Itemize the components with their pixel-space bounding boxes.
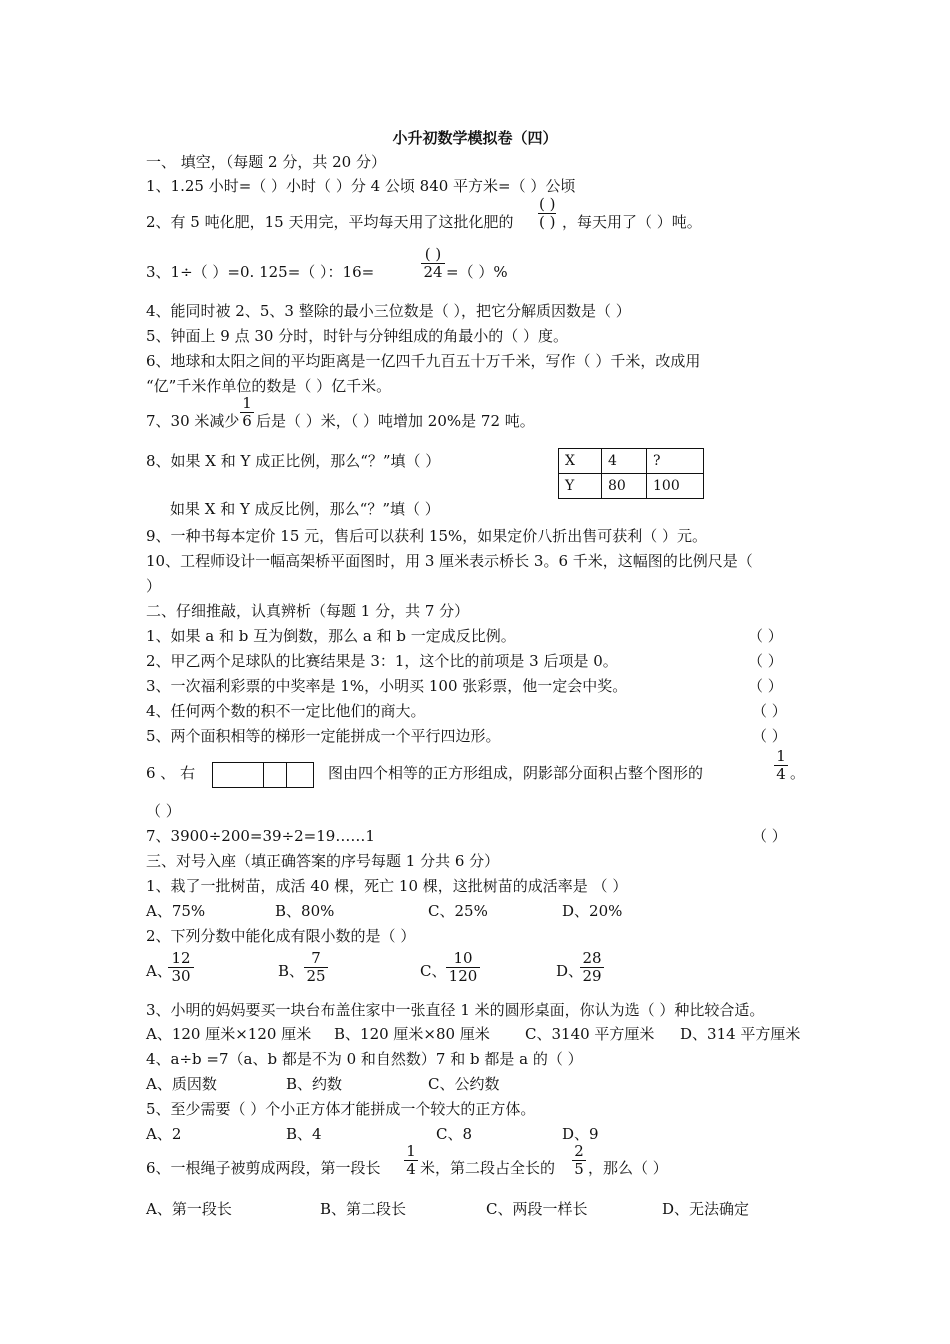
- q7-fraction-den: 6: [242, 412, 252, 430]
- xy-table: [558, 448, 704, 499]
- question-1-8b: 如果 X 和 Y 成反比例，那么“？”填（ ）: [170, 500, 440, 518]
- question-3-2: 2、下列分数中能化成有限小数的是（ ）: [146, 927, 416, 945]
- four-squares-figure: [212, 762, 314, 788]
- question-2-7: 7、3900÷200=39÷2=19……1: [146, 827, 375, 845]
- fraction-num: 10: [446, 950, 480, 968]
- q3-5-option: D、9: [562, 1125, 599, 1143]
- q3-2-option-label: A、: [146, 962, 172, 980]
- q2-6-text-b: 图由四个相等的正方形组成，阴影部分面积占整个图形的: [328, 764, 704, 782]
- table-cell: X: [559, 449, 602, 474]
- q7-fraction: [240, 395, 254, 430]
- fraction-num: 28: [580, 950, 604, 968]
- question-2-5: 5、两个面积相等的梯形一定能拼成一个平行四边形。: [146, 727, 501, 745]
- page-title: 小升初数学模拟卷（四）: [392, 129, 558, 147]
- q3-2-option-label: B、: [278, 962, 305, 980]
- table-row: [559, 449, 704, 474]
- square-divider: [286, 763, 287, 787]
- q3-2-option-fraction: [580, 950, 604, 985]
- question-1-6a: 6、地球和太阳之间的平均距离是一亿四千九百五十万千米，写作（ ）千米，改成用: [146, 352, 701, 370]
- question-2-4: 4、任何两个数的积不一定比他们的商大。: [146, 702, 426, 720]
- fraction-den: 25: [306, 967, 326, 985]
- question-1-1: 1、1.25 小时=（ ）小时（ ）分 4 公顷 840 平方米=（ ）公顷: [146, 177, 576, 195]
- section-3-heading: 三、对号入座（填正确答案的序号每题 1 分共 6 分）: [146, 852, 500, 870]
- q3-fraction-num: ( ): [421, 246, 445, 264]
- q3-2-option-fraction: [304, 950, 328, 985]
- q3-1-option: B、80%: [275, 902, 335, 920]
- answer-paren: （ ）: [752, 827, 787, 845]
- question-1-10a: 10、工程师设计一幅高架桥平面图时，用 3 厘米表示桥长 3。6 千米，这幅图的比例尺是（: [146, 552, 753, 570]
- q7-text-a: 7、30 米减少: [146, 412, 240, 430]
- q3-6-text-a: 6、一根绳子被剪成两段，第一段长: [146, 1159, 381, 1177]
- q3-6-option: A、第一段长: [146, 1200, 232, 1218]
- q3-text-a: 3、1÷（ ）=0. 125=（ ）：16=: [146, 263, 375, 281]
- q2-text-b: ，每天用了（ ）吨。: [562, 213, 702, 231]
- q3-4-option: B、约数: [286, 1075, 343, 1093]
- answer-paren: （ ）: [748, 627, 783, 645]
- section-1-heading: 一、 填空，（每题 2 分，共 20 分）: [146, 153, 386, 171]
- question-1-6b: “亿”千米作单位的数是（ ）亿千米。: [146, 377, 392, 395]
- question-3-5: 5、至少需要（ ）个小正方体才能拼成一个较大的正方体。: [146, 1100, 536, 1118]
- question-1-10b: ）: [146, 577, 162, 595]
- q3-4-option: A、质因数: [146, 1075, 217, 1093]
- fraction-num: 12: [168, 950, 194, 968]
- q3-1-option: D、20%: [562, 902, 623, 920]
- q2-6-text-c: 。: [790, 764, 806, 782]
- q2-6-fraction-den: 4: [776, 765, 786, 783]
- q3-text-b: =（ ）%: [446, 263, 508, 281]
- q3-1-option: A、75%: [146, 902, 206, 920]
- q3-3-option: D、314 平方厘米: [680, 1025, 801, 1043]
- q3-2-option-label: D、: [556, 962, 584, 980]
- q3-2-option-fraction: [168, 950, 194, 985]
- answer-paren: （ ）: [748, 677, 783, 695]
- table-cell: 100: [647, 474, 704, 499]
- table-cell: 4: [602, 449, 647, 474]
- q3-2-option-fraction: [446, 950, 480, 985]
- question-1-9: 9、一种书每本定价 15 元，售后可以获利 15%，如果定价八折出售可获利（ ）元。: [146, 527, 708, 545]
- question-3-4: 4、a÷b =7（a、b 都是不为 0 和自然数）7 和 b 都是 a 的（ ）: [146, 1050, 583, 1068]
- question-1-2: [146, 212, 513, 232]
- q3-1-option: C、25%: [428, 902, 488, 920]
- question-2-2: 2、甲乙两个足球队的比赛结果是 3：1，这个比的前项是 3 后项是 0。: [146, 652, 618, 670]
- question-1-8a: 8、如果 X 和 Y 成正比例，那么“？”填（ ）: [146, 452, 441, 470]
- q3-3-option: B、120 厘米×80 厘米: [334, 1025, 490, 1043]
- q7-fraction-num: 1: [240, 395, 254, 413]
- section-2-heading: 二、仔细推敲，认真辨析（每题 1 分，共 7 分）: [146, 602, 470, 620]
- question-2-1: 1、如果 a 和 b 互为倒数，那么 a 和 b 一定成反比例。: [146, 627, 516, 645]
- q3-3-option: A、120 厘米×120 厘米: [146, 1025, 312, 1043]
- q2-fraction: [538, 196, 556, 231]
- question-2-3: 3、一次福利彩票的中奖率是 1%，小明买 100 张彩票，他一定会中奖。: [146, 677, 628, 695]
- q3-6-text-c: ，那么（ ）: [588, 1159, 668, 1177]
- q3-fraction-den: 24: [423, 263, 443, 281]
- q3-6-option: B、第二段长: [320, 1200, 407, 1218]
- question-3-1: 1、栽了一批树苗，成活 40 棵，死亡 10 棵，这批树苗的成活率是 （ ）: [146, 877, 628, 895]
- fraction-den: 5: [574, 1160, 584, 1178]
- question-1-5: 5、钟面上 9 点 30 分时，时针与分钟组成的角最小的（ ）度。: [146, 327, 569, 345]
- q2-6-fraction-num: 1: [774, 748, 788, 766]
- q3-2-option-label: C、: [420, 962, 447, 980]
- table-cell: 80: [602, 474, 647, 499]
- fraction-den: 4: [406, 1160, 416, 1178]
- q2-6-fraction: [774, 748, 788, 783]
- fraction-num: 1: [404, 1143, 418, 1161]
- q2-fraction-num: ( ): [539, 195, 556, 213]
- table-cell: Y: [559, 474, 602, 499]
- q3-6-option: C、两段一样长: [486, 1200, 588, 1218]
- question-3-3: 3、小明的妈妈要买一块台布盖住家中一张直径 1 米的圆形桌面，你认为选（ ）种比较合适。: [146, 1001, 765, 1019]
- q3-6-text-b: 米，第二段占全长的: [420, 1159, 556, 1177]
- question-1-4: 4、能同时被 2、5、3 整除的最小三位数是（ ），把它分解质因数是（ ）: [146, 302, 631, 320]
- table-row: [559, 474, 704, 499]
- q3-4-option: C、公约数: [428, 1075, 500, 1093]
- fraction-den: 30: [171, 967, 191, 985]
- fraction-num: 7: [304, 950, 328, 968]
- q3-5-option: C、8: [436, 1125, 473, 1143]
- fraction-num: 2: [572, 1143, 586, 1161]
- q3-fraction: [421, 246, 445, 281]
- q7-text-b: 后是（ ）米，（ ）吨增加 20%是 72 吨。: [256, 412, 535, 430]
- square-divider: [263, 763, 264, 787]
- q3-6-fraction-2: [572, 1143, 586, 1178]
- q3-6-fraction-1: [404, 1143, 418, 1178]
- table-cell: ?: [647, 449, 704, 474]
- fraction-den: 120: [448, 967, 478, 985]
- fraction-den: 29: [582, 967, 602, 985]
- q3-5-option: A、2: [146, 1125, 182, 1143]
- answer-paren: （ ）: [752, 727, 787, 745]
- q2-6-paren: （ ）: [146, 802, 181, 820]
- q3-6-option: D、无法确定: [662, 1200, 750, 1218]
- answer-paren: （ ）: [752, 702, 787, 720]
- q2-fraction-den: ( ): [539, 213, 556, 231]
- q2-text-a: 2、有 5 吨化肥，15 天用完，平均每天用了这批化肥的: [146, 213, 514, 231]
- q2-6-text-a: 6 、 右: [146, 764, 196, 782]
- answer-paren: （ ）: [748, 652, 783, 670]
- q3-5-option: B、4: [286, 1125, 322, 1143]
- q3-3-option: C、3140 平方厘米: [525, 1025, 655, 1043]
